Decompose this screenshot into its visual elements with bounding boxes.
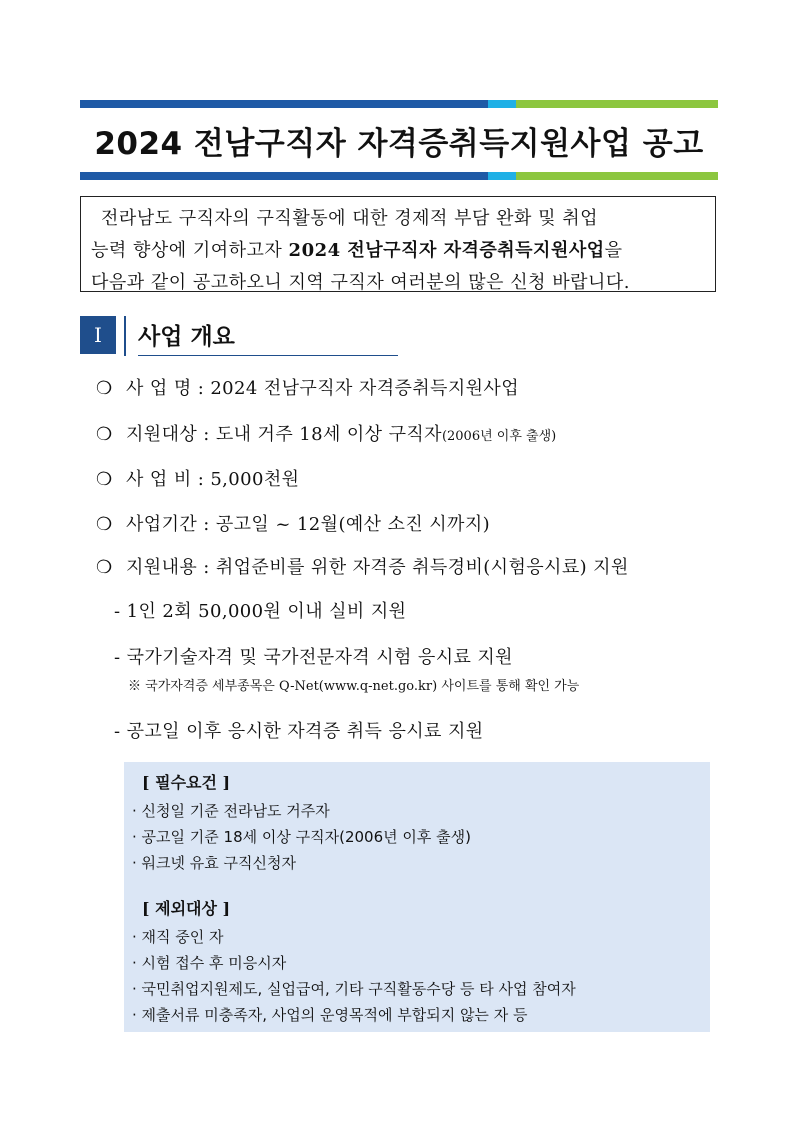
exclusion-item: · 시험 접수 후 미응시자 <box>132 954 287 972</box>
intro-box <box>80 196 716 292</box>
section-divider <box>124 316 126 356</box>
exclusions-title: [ 제외대상 ] <box>142 899 231 918</box>
section-header <box>80 316 398 356</box>
exclusion-item: · 재직 중인 자 <box>132 928 224 946</box>
requirements-box <box>124 762 710 1032</box>
item-project-name: ❍ 사 업 명 : 2024 전남구직자 자격증취득지원사업 <box>96 378 519 399</box>
requirements-title: [ 필수요건 ] <box>142 773 231 792</box>
item-budget: ❍ 사 업 비 : 5,000천원 <box>96 469 300 490</box>
requirement-item: · 워크넷 유효 구직신청자 <box>132 854 296 872</box>
exclusion-item: · 제출서류 미충족자, 사업의 운영목적에 부합되지 않는 자 등 <box>132 1006 528 1024</box>
page-title: 2024 전남구직자 자격증취득지원사업 공고 <box>94 125 704 162</box>
section-title: 사업 개요 <box>138 316 398 356</box>
intro-line-2: 능력 향상에 기여하고자 2024 전남구직자 자격증취득지원사업을 <box>91 240 623 261</box>
title-top-bar <box>80 100 718 108</box>
item-target: ❍ 지원대상 : 도내 거주 18세 이상 구직자(2006년 이후 출생) <box>96 424 557 445</box>
requirement-item: · 공고일 기준 18세 이상 구직자(2006년 이후 출생) <box>132 828 471 846</box>
intro-line-1: 전라남도 구직자의 구직활동에 대한 경제적 부담 완화 및 취업 <box>101 208 598 229</box>
title-bottom-bar <box>80 172 718 180</box>
qnet-note: ※ 국가자격증 세부종목은 Q-Net(www.q-net.go.kr) 사이트를 통해 확인 가능 <box>128 679 580 694</box>
item-content: ❍ 지원내용 : 취업준비를 위한 자격증 취득경비(시험응시료) 지원 <box>96 557 629 578</box>
item-period: ❍ 사업기간 : 공고일 ~ 12월(예산 소진 시까지) <box>96 514 491 535</box>
sub-item-after-notice: - 공고일 이후 응시한 자격증 취득 응시료 지원 <box>114 721 484 742</box>
section-number: I <box>80 316 116 354</box>
exclusion-item: · 국민취업지원제도, 실업급여, 기타 구직활동수당 등 타 사업 참여자 <box>132 980 576 998</box>
requirement-item: · 신청일 기준 전라남도 거주자 <box>132 802 330 820</box>
sub-item-national-cert: - 국가기술자격 및 국가전문자격 시험 응시료 지원 <box>114 647 513 668</box>
sub-item-limit: - 1인 2회 50,000원 이내 실비 지원 <box>114 601 407 622</box>
intro-line-3: 다음과 같이 공고하오니 지역 구직자 여러분의 많은 신청 바랍니다. <box>91 272 630 293</box>
intro-program-name: 2024 전남구직자 자격증취득지원사업 <box>288 240 605 261</box>
